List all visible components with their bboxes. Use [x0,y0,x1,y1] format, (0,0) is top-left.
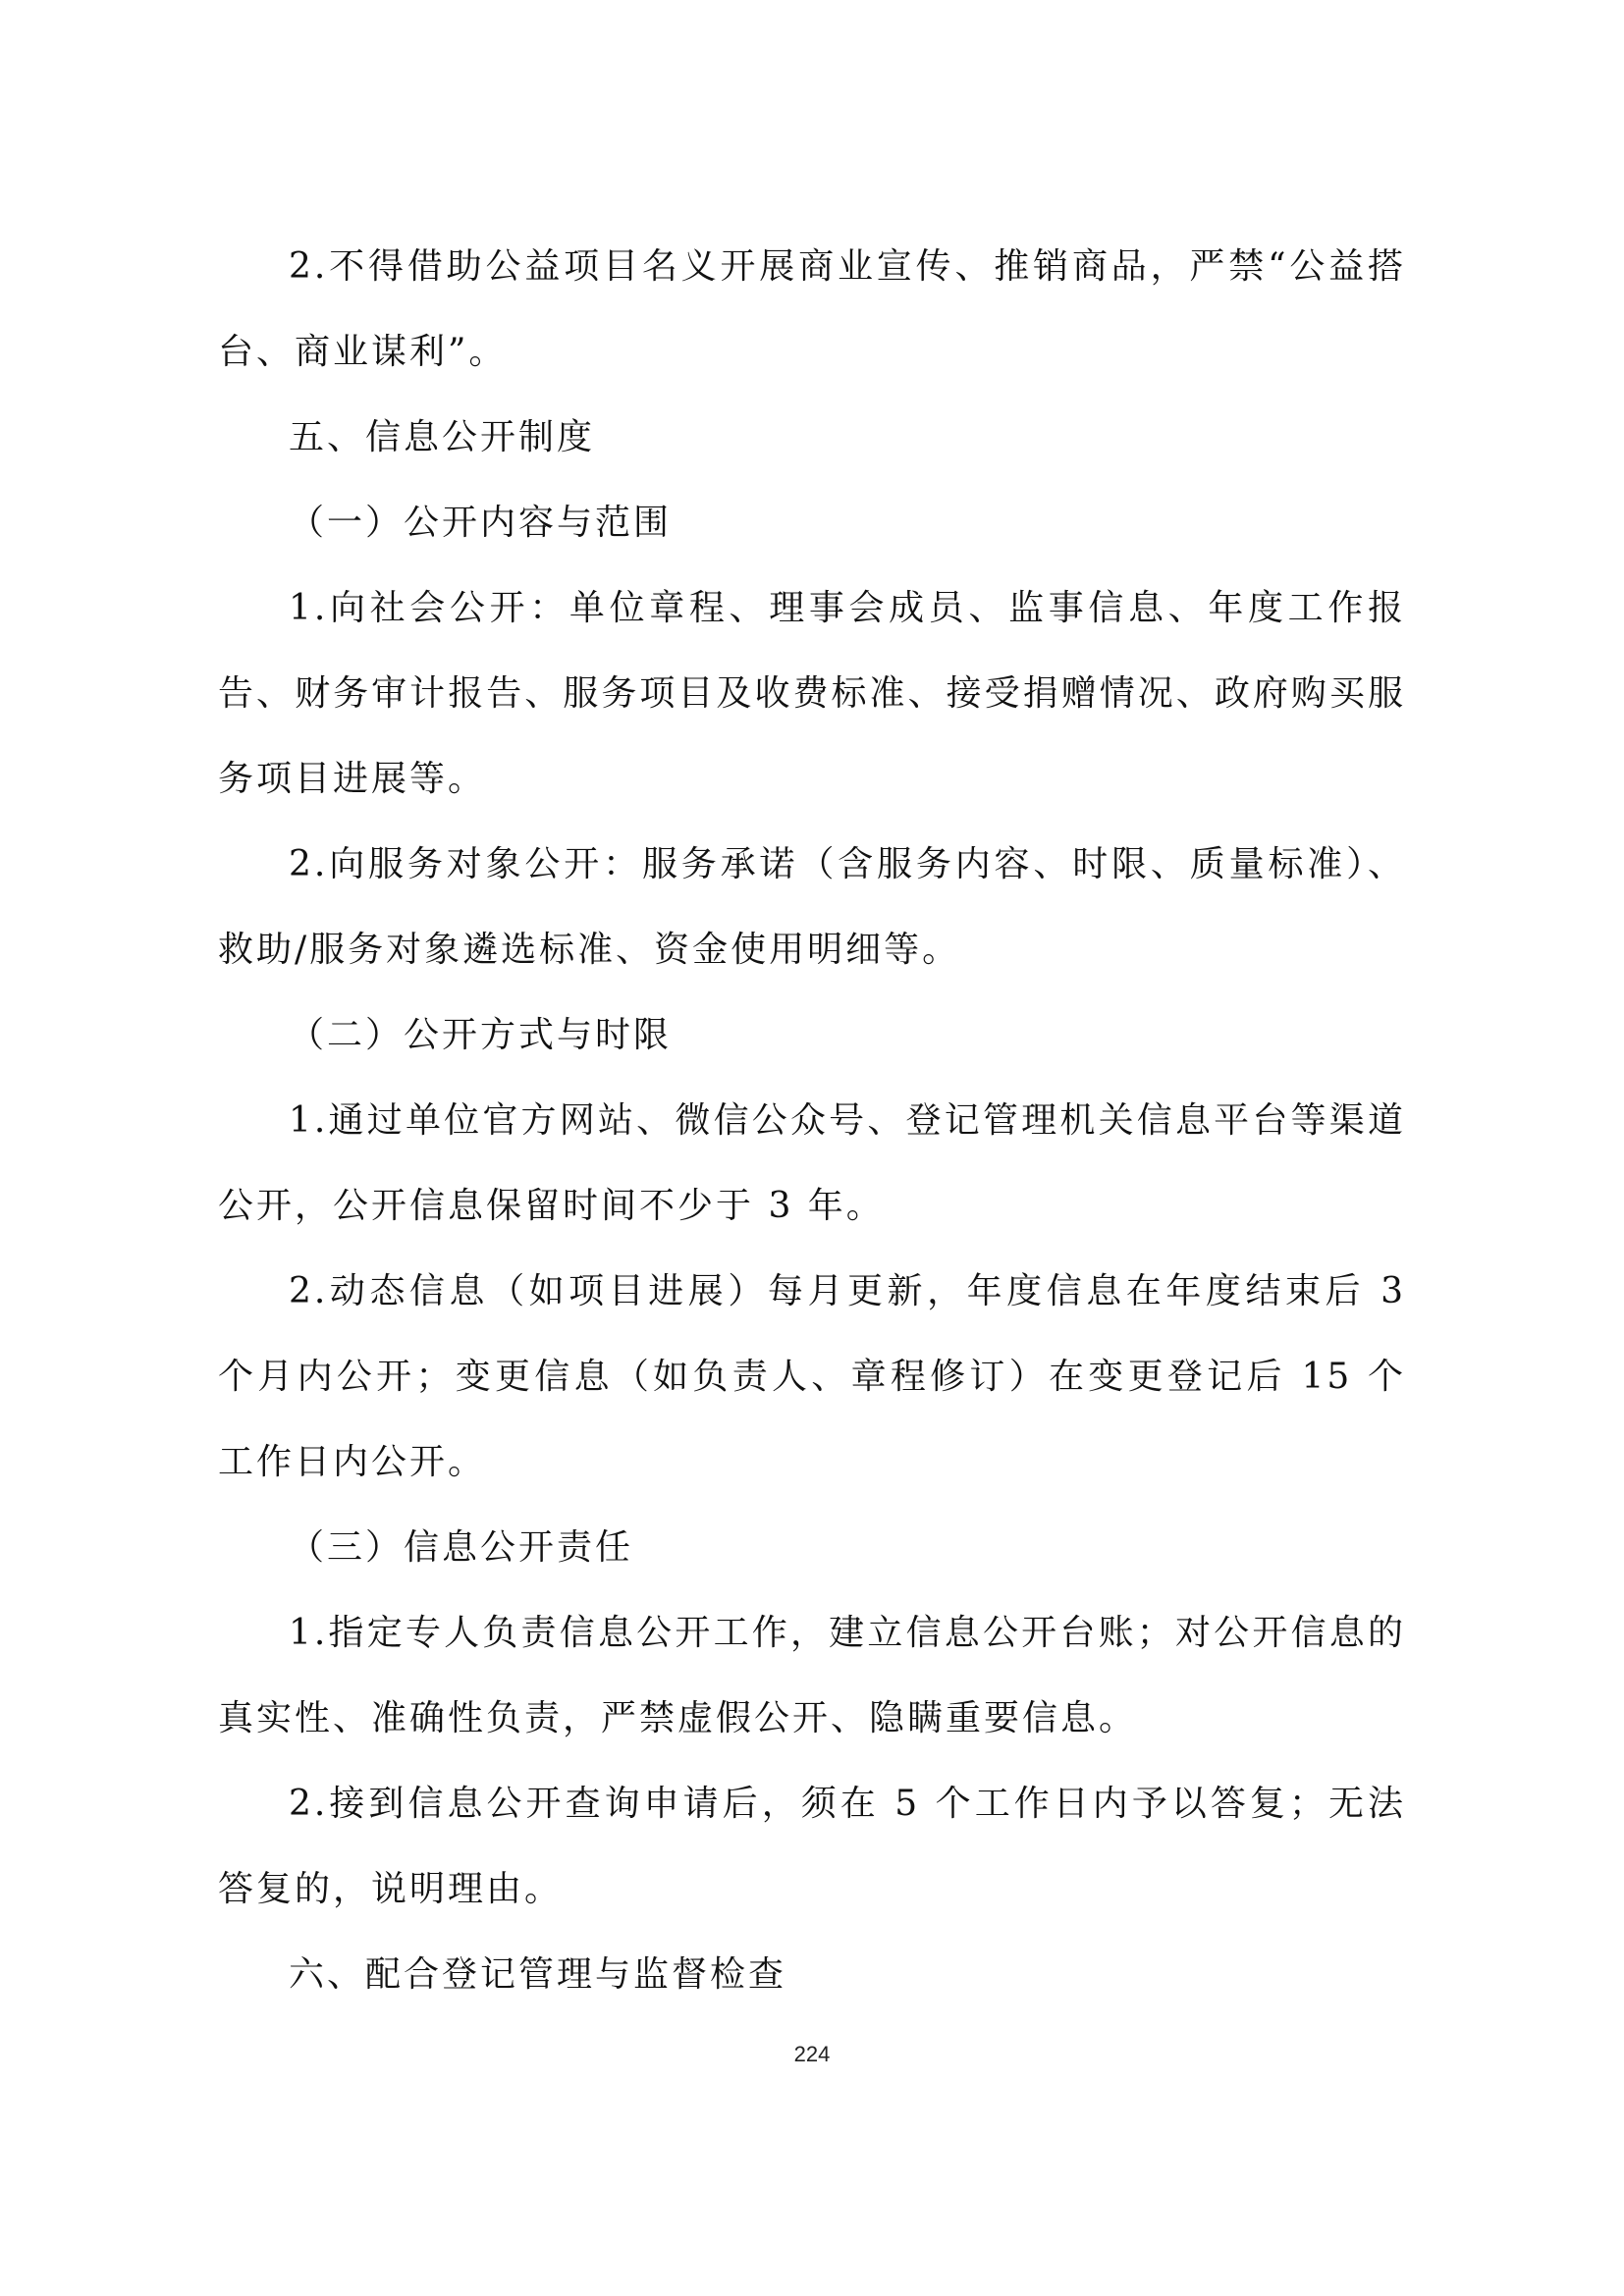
page-number: 224 [793,2042,831,2066]
section-heading-info-disclosure: 五、信息公开制度 [289,417,596,457]
paragraph-update-timing: 2.动态信息（如项目进展）每月更新，年度信息在年度结束后 3 个月内公开；变更信息（如负责人、章程修订）在变更登记后 15 个工作日内公开。 [218,1271,1406,1482]
paragraph-disclosure-channels: 1.通过单位官方网站、微信公众号、登记管理机关信息平台等渠道公开，公开信息保留时间不少于 3 年。 [218,1100,1406,1226]
paragraph-designated-person: 1.指定专人负责信息公开工作，建立信息公开台账；对公开信息的真实性、准确性负责，严禁虚假公开、隐瞒重要信息。 [218,1613,1406,1738]
subsection-heading-content-scope: （一）公开内容与范围 [289,503,673,543]
subsection-heading-responsibility: （三）信息公开责任 [289,1527,634,1568]
paragraph-query-reply: 2.接到信息公开查询申请后，须在 5 个工作日内予以答复；无法答复的，说明理由。 [218,1784,1406,1909]
document-body [218,224,1406,2017]
paragraph-no-commercial-promotion: 2.不得借助公益项目名义开展商业宣传、推销商品，严禁“公益搭台、商业谋利”。 [218,246,1406,372]
subsection-heading-method-timing: （二）公开方式与时限 [289,1015,673,1055]
paragraph-service-object-disclosure: 2.向服务对象公开：服务承诺（含服务内容、时限、质量标准）、救助/服务对象遴选标准、资金使用明细等。 [218,844,1406,970]
section-heading-supervision: 六、配合登记管理与监督检查 [289,1954,787,1995]
paragraph-public-disclosure: 1.向社会公开：单位章程、理事会成员、监事信息、年度工作报告、财务审计报告、服务项目及收费标准、接受捐赠情况、政府购买服务项目进展等。 [218,588,1406,799]
